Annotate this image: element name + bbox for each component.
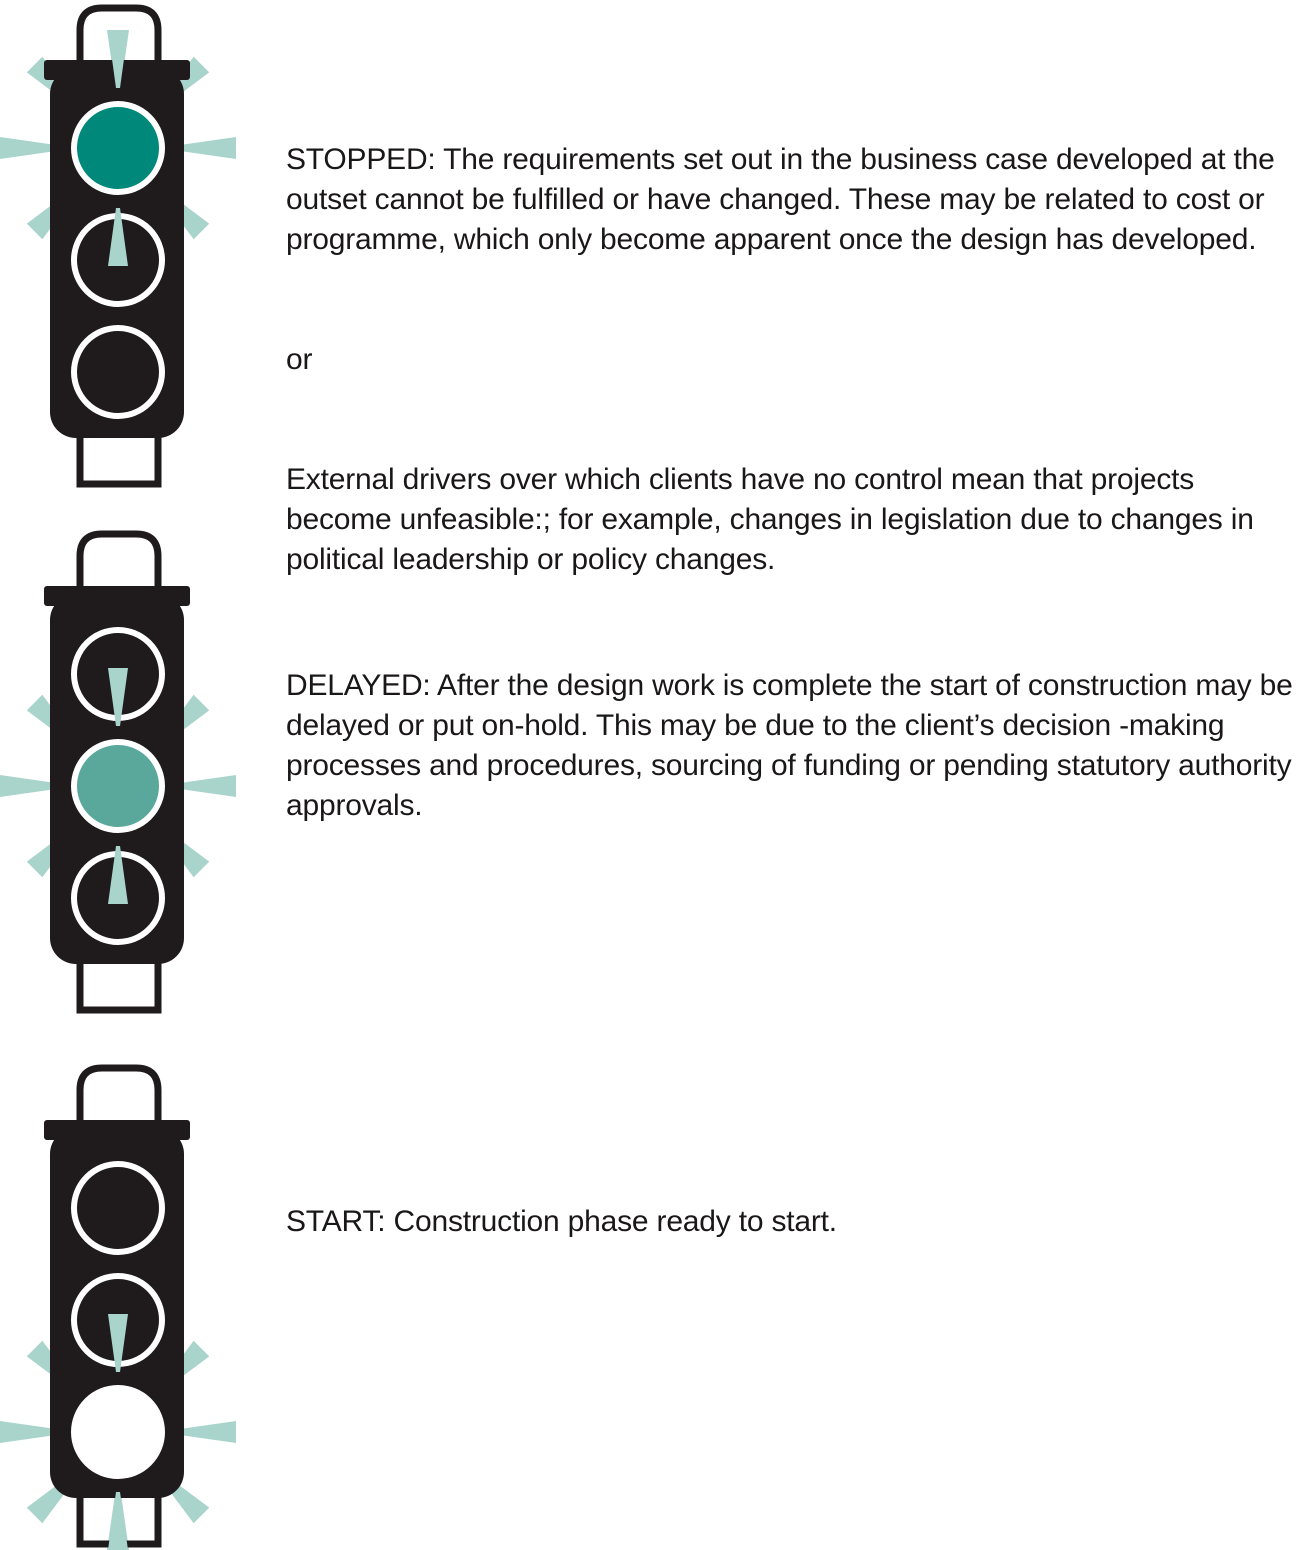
lamp-top-lit: [74, 104, 162, 192]
lamp-top-off: [74, 1164, 162, 1252]
delayed-text-main: DELAYED: After the design work is complete the start of construction may be delayed or put on-hold. This may be due to the client’s decision -making processes and procedures, sourcing of funding or pending statutory authority approvals.: [286, 669, 1301, 822]
lamp-middle-lit: [74, 742, 162, 830]
traffic-light-start-icon: [0, 1060, 240, 1550]
base-bracket: [80, 956, 158, 1010]
start-text-main: START: Construction phase ready to start.: [286, 1205, 837, 1238]
lamp-bottom-lit: [74, 1388, 162, 1476]
handle-loop: [80, 1068, 158, 1126]
stopped-text-external: External drivers over which clients have no control mean that projects become unfeasible:; for example, changes in legislation due to changes in political leadership or policy changes.: [286, 463, 1262, 576]
inner-ray: [108, 1492, 128, 1550]
stopped-text-or: or: [286, 343, 313, 376]
stopped-text-main: STOPPED: The requirements set out in the business case developed at the outset cannot be fulfilled or have changed. These may be related to cost or programme, which only become apparent once the design has developed.: [286, 143, 1283, 256]
lamp-bottom-off: [74, 328, 162, 416]
traffic-light-delayed-icon: [0, 526, 240, 1016]
traffic-light-stopped-icon: [0, 0, 240, 490]
signal-description-start: [286, 1122, 1306, 1322]
signal-description-stopped: [286, 60, 1306, 660]
signal-description-delayed: [286, 586, 1306, 906]
handle-loop: [80, 534, 158, 592]
base-bracket: [80, 430, 158, 484]
